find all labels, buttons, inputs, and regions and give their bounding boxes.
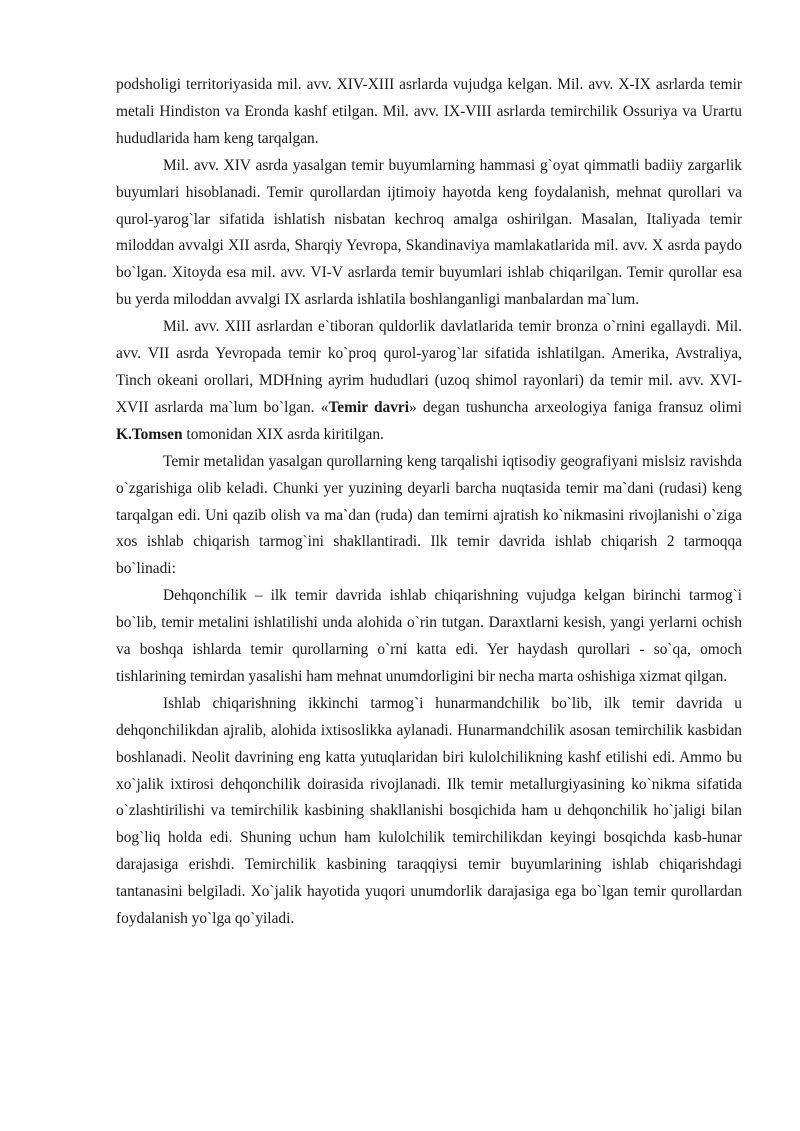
paragraph-text: » degan tushuncha arxeologiya faniga fransuz olimi: [409, 398, 742, 416]
paragraph-text: Temir metalidan yasalgan qurollarning keng tarqalishi iqtisodiy geografiyani mislsiz ravishda o`zgarishiga olib keladi. Chunki yer yuzining deyarli barcha nuqtasida temir ma`dani (rudasi) keng tarqalgan edi. Uni qazib olish va ma`dan (ruda) dan temirni ajratish ko`nikmasini rivojlanishi o`ziga xos ishlab chiqarish tarmog`ini shakllantiradi. Ilk temir davrida ishlab chiqarish 2 tarmoqqa bo`linadi:: [116, 452, 742, 578]
bold-author-name: K.Tomsen: [116, 425, 183, 443]
paragraph-text: Mil. avv. XIII asrlardan e`tiboran quldorlik davlatlarida temir bronza o`rnini egallaydi. Mil. avv. VII asrda Yevropada temir ko`proq qurol-yarog`lar sifatida ishlatilgan. Amerika, Avstraliya, Tinch okeani orollari, MDHning ayrim hududlari (uzoq shimol rayonlari) da temir mil. avv. XVI-XVII asrlarda ma`lum bo`lgan. «: [116, 318, 742, 416]
paragraph-text: tomonidan XIX asrda kiritilgan.: [182, 425, 384, 443]
paragraph-text: Ishlab chiqarishning ikkinchi tarmog`i hunarmandchilik bo`lib, ilk temir davrida u dehqonchilikdan ajralib, alohida ixtisoslikka aylanadi. Hunarmandchilik asosan temirchilik kasbidan boshlanadi. Neolit davrining eng katta yutuqlaridan biri kulolchilikning kashf etilishi edi. Ammo bu xo`jalik ixtirosi dehqonchilik doirasida rivojlanadi. Ilk temir metallurgiyasining ko`nikma sifatida o`zlashtirilishi va temirchilik kasbining shakllanishi bosqichida ham u dehqonchilik ho`jaligi bilan bog`liq holda edi. Shuning uchun ham kulolchilik temirchilikdan keyingi bosqichda kasb-hunar darajasiga erishdi. Temirchilik kasbining taraqqiysi temir buyumlarining ishlab chiqarishdagi tantanasini belgiladi. Xo`jalik hayotida yuqori unumdorlik darajasiga ega bo`lgan temir qurollardan foydalanish yo`lga qo`yiladi.: [116, 694, 742, 928]
paragraph: [116, 691, 742, 933]
paragraph: [116, 314, 742, 449]
bold-term: Temir davri: [328, 398, 410, 416]
paragraph: [116, 72, 742, 153]
paragraph-text: podsholigi territoriyasida mil. avv. XIV-XIII asrlarda vujudga kelgan. Mil. avv. X-IX asrlarda temir metali Hindiston va Eronda kashf etilgan. Mil. avv. IX-VIII asrlarda temirchilik Ossuriya va Urartu hududlarida ham keng tarqalgan.: [116, 76, 742, 147]
paragraph: [116, 153, 742, 314]
paragraph: [116, 583, 742, 691]
paragraph: [116, 449, 742, 584]
document-page: [116, 72, 742, 933]
paragraph-text: Mil. avv. XIV asrda yasalgan temir buyumlarning hammasi g`oyat qimmatli badiiy zargarlik buyumlari hisoblanadi. Temir qurollardan ijtimoiy hayotda keng foydalanish, mehnat qurollari va qurol-yarog`lar sifatida ishlatish nisbatan kechroq amalga oshirilgan. Masalan, Italiyada temir miloddan avvalgi XII asrda, Sharqiy Yevropa, Skandinaviya mamlakatlarida mil. avv. X asrda paydo bo`lgan. Xitoyda esa mil. avv. VI-V asrlarda temir buyumlari ishlab chiqarilgan. Temir qurollar esa bu yerda miloddan avvalgi IX asrlarda ishlatila boshlanganligi manbalardan ma`lum.: [116, 156, 742, 309]
paragraph-text: Dehqonchilik – ilk temir davrida ishlab chiqarishning vujudga kelgan birinchi tarmog`i bo`lib, temir metalini ishlatilishi unda alohida o`rin tutgan. Daraxtlarni kesish, yangi yerlarni ochish va boshqa ishlarda temir qurollarning o`rni katta edi. Yer haydash qurollari - so`qa, omoch tishlarining temirdan yasalishi ham mehnat unumdorligini bir necha marta oshishiga xizmat qilgan.: [116, 587, 742, 685]
